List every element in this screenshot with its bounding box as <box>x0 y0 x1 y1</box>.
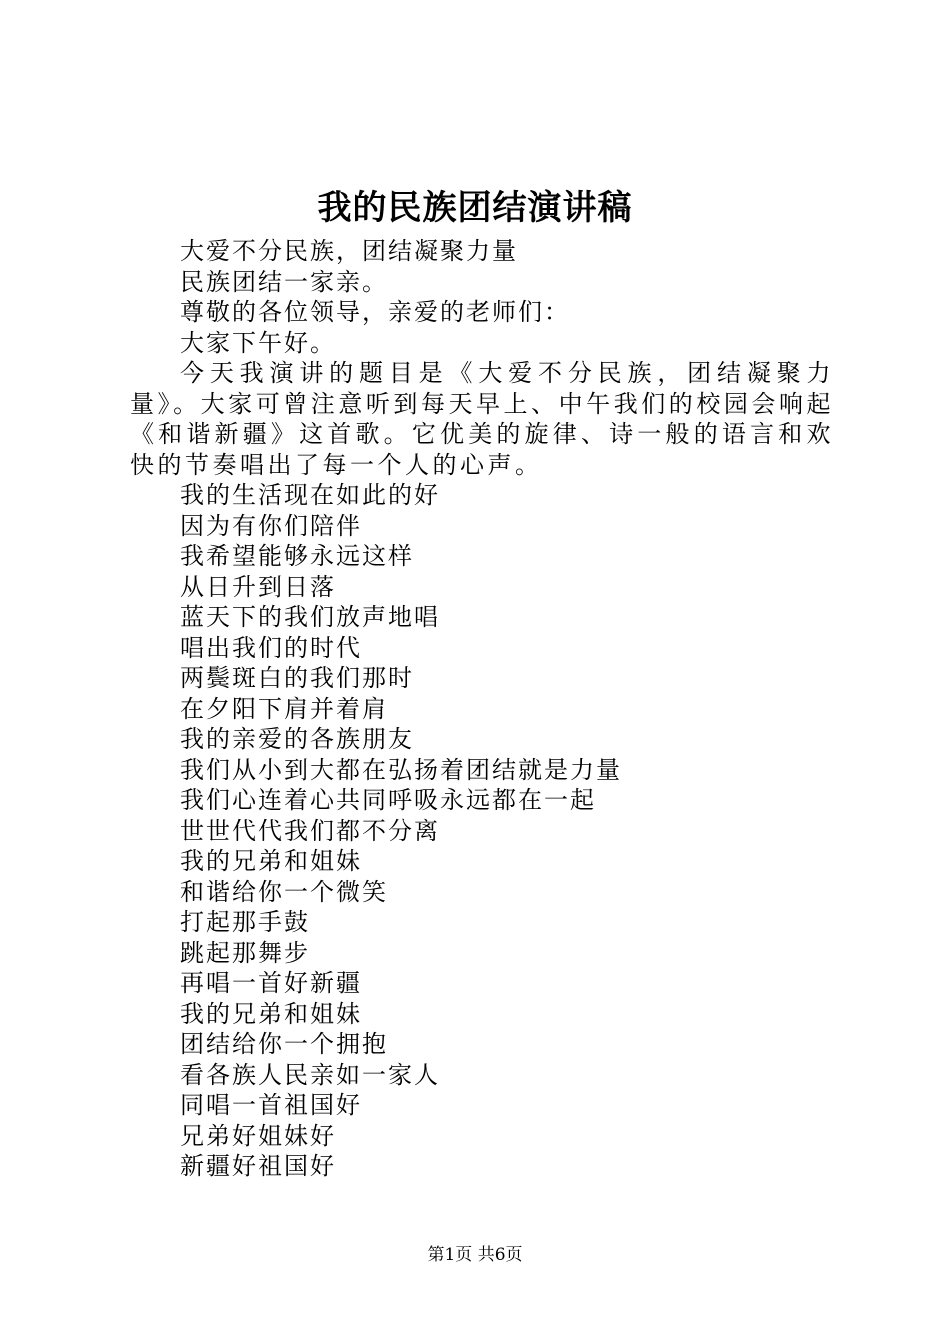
lyric-line: 跳起那舞步 <box>180 938 310 967</box>
lyric-line: 团结给你一个拥抱 <box>180 1030 388 1058</box>
lyric-line: 我的兄弟和姐妹 <box>180 999 362 1028</box>
document-title: 我的民族团结演讲稿 <box>317 188 633 228</box>
lyric-line: 我的兄弟和姐妹 <box>180 847 362 875</box>
document-body <box>130 236 834 1182</box>
lyric-line: 我的生活现在如此的好 <box>180 481 440 509</box>
lyric-line: 从日升到日落 <box>180 572 336 601</box>
lyric-line: 两鬓斑白的我们那时 <box>180 664 414 692</box>
lyric-line: 兄弟好姐妹好 <box>180 1121 336 1150</box>
paragraph: 尊敬的各位领导，亲爱的老师们： <box>180 298 570 326</box>
paragraph: 今天我演讲的题目是《大爱不分民族，团结凝聚力量》。大家可曾注意听到每天早上、中午我们的校园会响起《和谐新疆》这首歌。它优美的旋律、诗一般的语言和欢快的节奏唱出了每一个人的心声。 <box>130 359 834 479</box>
lyric-line: 同唱一首祖国好 <box>180 1091 362 1119</box>
paragraph: 民族团结一家亲。 <box>180 267 388 296</box>
page-number-footer: 第1页 共6页 <box>427 1245 523 1265</box>
lyric-line: 因为有你们陪伴 <box>180 511 362 540</box>
lyric-line: 我们心连着心共同呼吸永远都在一起 <box>180 786 596 814</box>
lyric-line: 新疆好祖国好 <box>180 1152 336 1180</box>
lyric-line: 和谐给你一个微笑 <box>180 877 388 906</box>
lyric-line: 世世代代我们都不分离 <box>180 816 440 845</box>
lyric-line: 我希望能够永远这样 <box>180 542 414 570</box>
paragraph: 大爱不分民族，团结凝聚力量 <box>180 237 518 265</box>
lyric-line: 唱出我们的时代 <box>180 633 362 662</box>
lyric-line: 看各族人民亲如一家人 <box>180 1060 440 1089</box>
lyric-line: 我的亲爱的各族朋友 <box>180 725 414 753</box>
lyric-line: 蓝天下的我们放声地唱 <box>180 603 440 631</box>
lyric-line: 再唱一首好新疆 <box>180 969 362 997</box>
lyric-line: 在夕阳下肩并着肩 <box>180 694 388 723</box>
paragraph: 大家下午好。 <box>180 328 336 357</box>
lyric-line: 我们从小到大都在弘扬着团结就是力量 <box>180 755 622 784</box>
lyric-line: 打起那手鼓 <box>180 908 310 936</box>
